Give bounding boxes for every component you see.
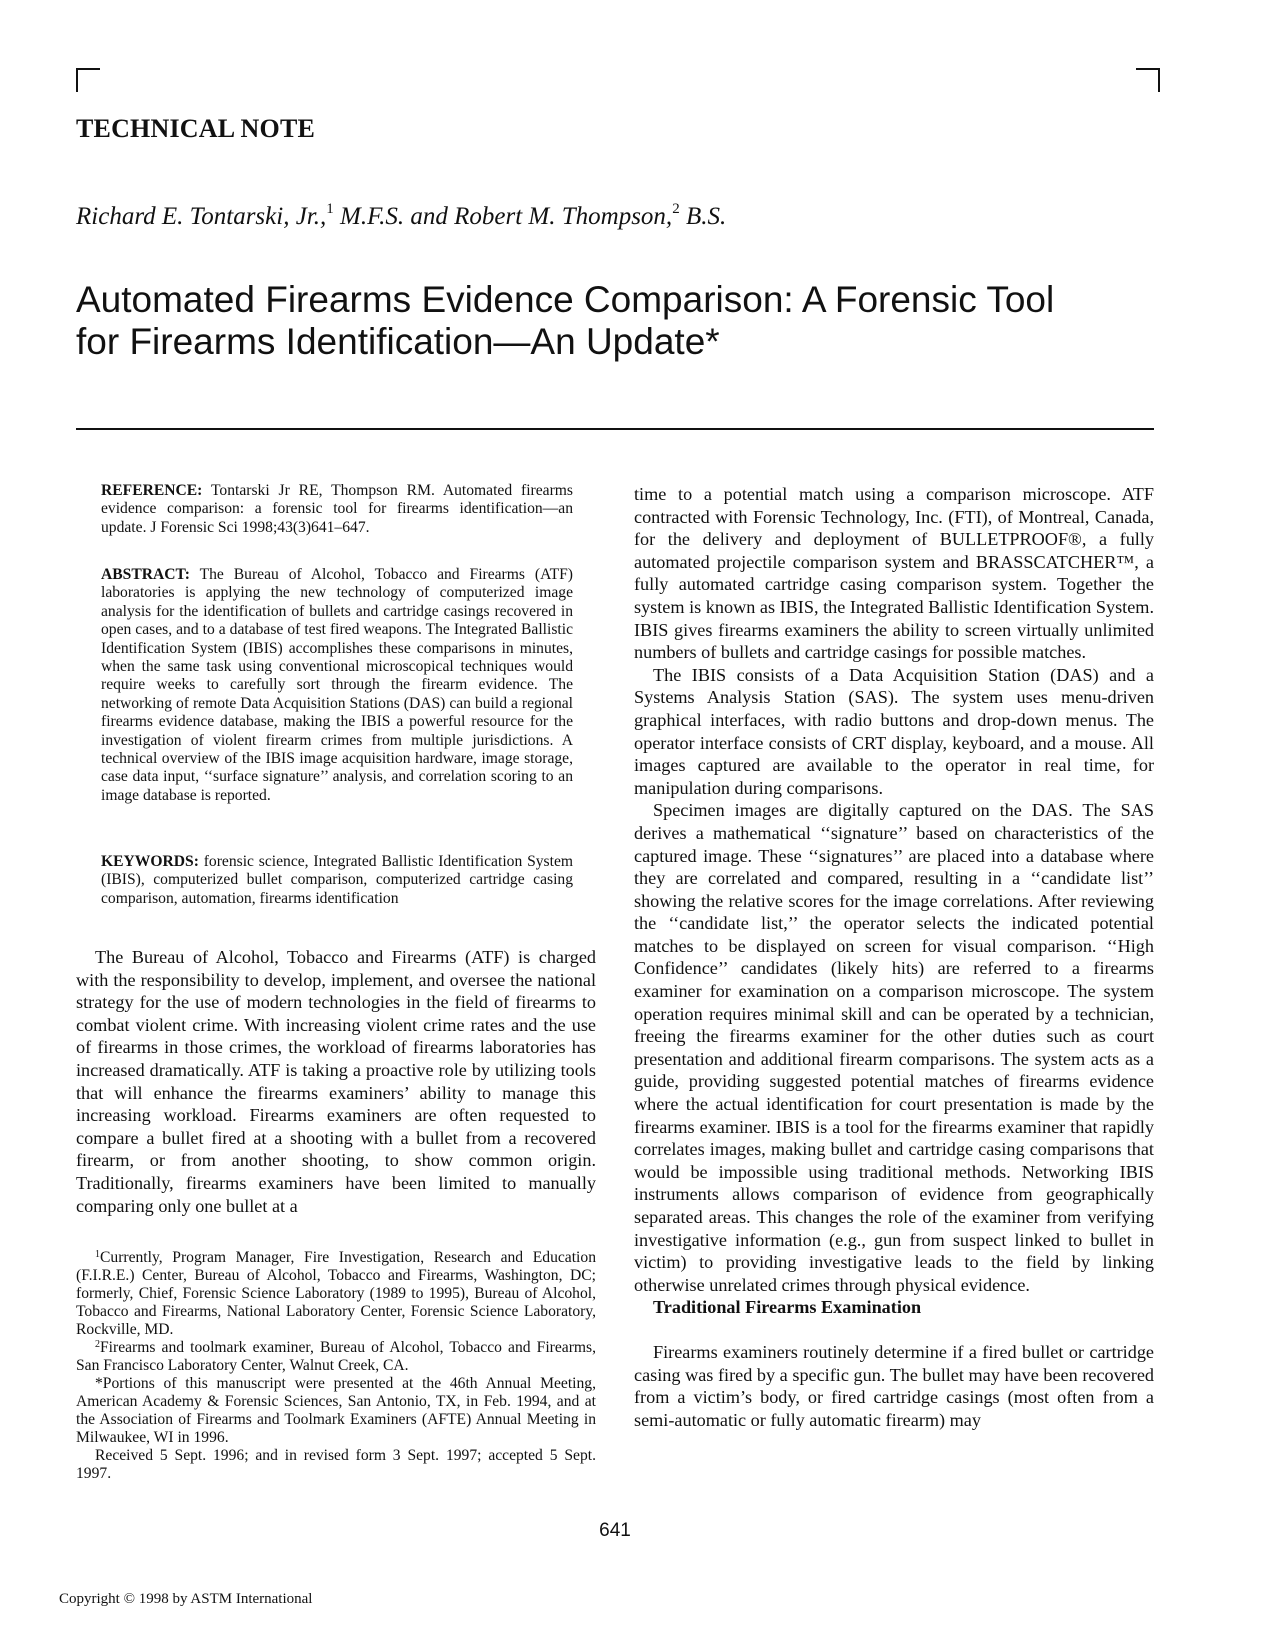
section-label: TECHNICAL NOTE bbox=[76, 114, 316, 143]
footnote-1 bbox=[76, 1249, 596, 1339]
footnote-1-mark: 1 bbox=[95, 1249, 100, 1260]
footnote-2-text: Firearms and toolmark examiner, Bureau of Alcohol, Tobacco and Firearms, San Francisco Laboratory Center, Walnut Creek, CA. bbox=[76, 1339, 596, 1374]
paper-title bbox=[76, 279, 1146, 363]
title-divider bbox=[76, 428, 1154, 430]
reference-block bbox=[101, 482, 573, 537]
received-dates: Received 5 Sept. 1996; and in revised form 3 Sept. 1997; accepted 5 Sept. 1997. bbox=[76, 1447, 596, 1482]
footnote-2 bbox=[76, 1339, 596, 1375]
footnote-2-mark: 2 bbox=[95, 1339, 100, 1350]
author-2-degree: B.S. bbox=[679, 203, 727, 230]
copyright-notice: Copyright © 1998 by ASTM International bbox=[59, 1591, 313, 1607]
body-paragraph: Specimen images are digitally captured on the DAS. The SAS derives a mathematical ‘‘signature’’ based on characteristics of the captured image. These ‘‘signatures’’ are placed into a database where they are correlated and compared, resulting in a ‘‘candidate list’’ showing the relative scores for the image correlations. After reviewing the ‘‘candidate list,’’ the operator selects the indicated potential matches to be displayed on screen for visual comparison. ‘‘High Confidence’’ candidates (likely hits) are referred to a firearms examiner for examination on a comparison microscope. The system operation requires minimal skill and can be operated by a technician, freeing the firearms examiner for the other duties such as court presentation and additional firearm comparisons. The system acts as a guide, providing suggested potential matches of firearms evidence where the actual identification for court presentation is made by the firearms examiner. IBIS is a tool for the firearms examiner that rapidly correlates images, making bullet and cartridge casing comparisons that would be impossible using traditional methods. Networking IBIS instruments allows comparison of evidence from geographically separated areas. This changes the role of the examiner from verifying investigative information (e.g., gun from suspect linked to bullet in victim) to providing investigative leads to the field by linking otherwise unrelated crimes through physical evidence. bbox=[634, 800, 1154, 1295]
title-line-2: for Firearms Identification—An Update* bbox=[76, 321, 720, 362]
crop-mark-top-left bbox=[76, 68, 100, 92]
body-paragraph: time to a potential match using a comparison microscope. ATF contracted with Forensic Technology, Inc. (FTI), of Montreal, Canada, for the delivery and deployment of BULLETPROOF®, a fully automated projectile comparison system and BRASSCATCHER™, a fully automated cartridge casing comparison system. Together the system is known as IBIS, the Integrated Ballistic Identification System. IBIS gives firearms examiners the ability to screen virtually unlimited numbers of bullets and cartridge casings for possible matches. bbox=[634, 484, 1154, 663]
reference-text: Tontarski Jr RE, Thompson RM. Automated firearms evidence comparison: a forensic tool for firearms identification—an update. J Forensic Sci 1998;43(3)641–647. bbox=[101, 482, 573, 536]
body-paragraph: The IBIS consists of a Data Acquisition Station (DAS) and a Systems Analysis Station (SAS). The system uses menu-driven graphical interfaces, with radio buttons and drop-down menus. The operator interface consists of CRT display, keyboard, and a mouse. All images captured are available to the operator in real time, for manipulation during comparisons. bbox=[634, 664, 1154, 798]
abstract-block bbox=[101, 566, 573, 805]
right-column-body bbox=[634, 483, 1154, 1431]
author-1-degree: M.F.S. and bbox=[333, 203, 455, 230]
crop-mark-top-right bbox=[1136, 68, 1160, 92]
keywords-label: KEYWORDS: bbox=[101, 853, 199, 870]
footnote-1-text: Currently, Program Manager, Fire Investigation, Research and Education (F.I.R.E.) Center, Bureau of Alcohol, Tobacco and Firearms, Washington, DC; formerly, Chief, Forensic Science Laboratory (1989 to 1995), Bureau of Alcohol, Tobacco and Firearms, National Laboratory Center, Forensic Science Laboratory, Rockville, MD. bbox=[76, 1249, 596, 1338]
author-line bbox=[76, 203, 726, 231]
keywords-block bbox=[101, 853, 573, 908]
abstract-label: ABSTRACT: bbox=[101, 566, 190, 583]
author-2-name: Robert M. Thompson, bbox=[454, 203, 673, 230]
abstract-text: The Bureau of Alcohol, Tobacco and Firearms (ATF) laboratories is applying the new technology of computerized image analysis for the identification of bullets and cartridge casings recovered in open cases, and to a database of test fired weapons. The Integrated Ballistic Identification System (IBIS) accomplishes these comparisons in minutes, when the same task using conventional microscopical techniques would require weeks to carefully sort through the firearm evidence. The networking of remote Data Acquisition Stations (DAS) can build a regional firearms evidence database, making the IBIS a powerful resource for the investigation of violent firearm crimes from multiple jurisdictions. A technical overview of the IBIS image acquisition hardware, image storage, case data input, ‘‘surface signature’’ analysis, and correlation scoring to an image database is reported. bbox=[101, 566, 573, 804]
keywords-text: forensic science, Integrated Ballistic Identification System (IBIS), computerized bullet comparison, computerized cartridge casing comparison, automation, firearms identification bbox=[101, 853, 573, 907]
title-line-1: Automated Firearms Evidence Comparison: A Forensic Tool bbox=[76, 279, 1055, 320]
author-2-footnote-mark: 2 bbox=[672, 201, 680, 217]
author-1-footnote-mark: 1 bbox=[326, 201, 334, 217]
reference-label: REFERENCE: bbox=[101, 482, 203, 499]
author-1-name: Richard E. Tontarski, Jr., bbox=[76, 203, 327, 230]
page-number: 641 bbox=[599, 1520, 631, 1541]
left-column-body bbox=[76, 946, 596, 1217]
section-heading: Traditional Firearms Examination bbox=[653, 1297, 922, 1318]
body-paragraph: Firearms examiners routinely determine if a fired bullet or cartridge casing was fired by a specific gun. The bullet may have been recovered from a victim’s body, or fired cartridge casings (most often from a semi-automatic or fully automatic firearm) may bbox=[634, 1341, 1154, 1430]
body-paragraph: The Bureau of Alcohol, Tobacco and Firearms (ATF) is charged with the responsibility to develop, implement, and oversee the national strategy for the use of modern technologies in the field of firearms to combat violent crime. With increasing violent crime rates and the use of firearms in those crimes, the workload of firearms laboratories has increased dramatically. ATF is taking a proactive role by utilizing tools that will enhance the firearms examiners’ ability to manage this increasing workload. Firearms examiners are often requested to compare a bullet fired at a shooting with a bullet from a recovered firearm, or from another shooting, to show common origin. Traditionally, firearms examiners have been limited to manually comparing only one bullet at a bbox=[76, 947, 596, 1216]
footnotes bbox=[76, 1249, 596, 1483]
footnote-presentation: *Portions of this manuscript were presented at the 46th Annual Meeting, American Academy & Forensic Sciences, San Antonio, TX, in Feb. 1994, and at the Association of Firearms and Toolmark Examiners (AFTE) Annual Meeting in Milwaukee, WI in 1996. bbox=[76, 1375, 596, 1446]
